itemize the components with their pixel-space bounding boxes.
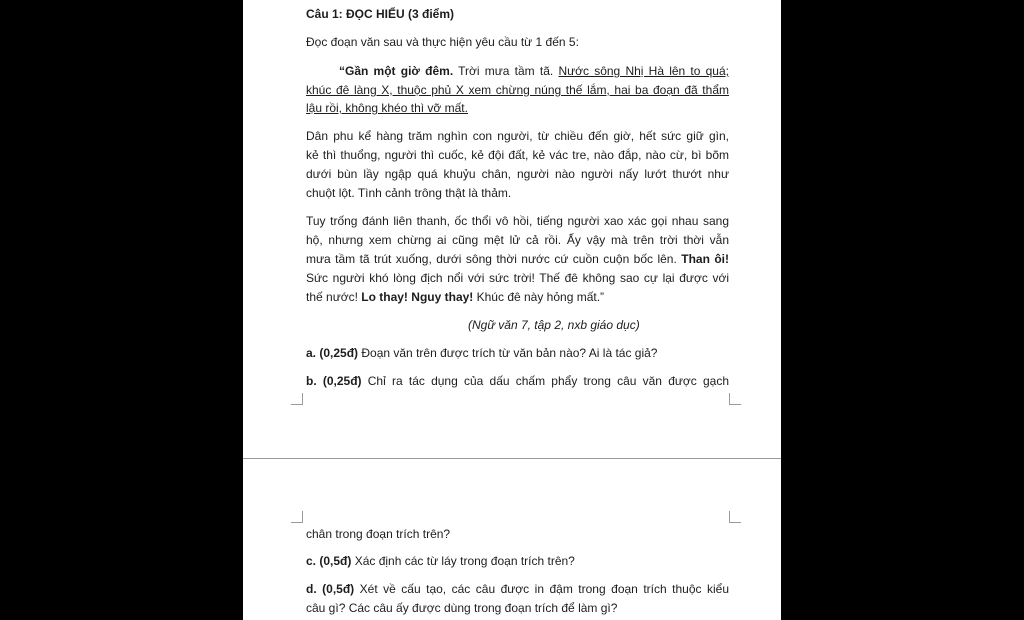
instruction: Đọc đoạn văn sau và thực hiện yêu cầu từ 1 đến 5: [306,35,579,49]
passage-line: chuột lột. Tình cảnh trông thật là thảm. [306,186,512,200]
passage-line: hộ, nhưng xem chừng ai cũng mệt lử cả rồi. Ấy vậy mà trên trời thời vẫn [306,233,729,247]
question-d: d. (0,5đ) Xét về cấu tạo, các câu được in đậm trong đoạn trích thuộc kiểu [306,582,729,596]
passage-line: lậu rồi, không khéo thì vỡ mất. [306,101,468,115]
passage-line: kẻ thì thuổng, người thì cuốc, kẻ đội đất, kẻ vác tre, nào đắp, nào cừ, bì bõm [306,148,729,162]
margin-corner-mark [291,511,303,523]
document-page-2 [243,459,781,620]
passage-line: khúc đê làng X, thuộc phủ X xem chừng núng thế lắm, hai ba đoạn đã thẩm [306,83,729,97]
passage-line: thế nước! Lo thay! Nguy thay! Khúc đê này hỏng mất.” [306,290,605,304]
question-title: Câu 1: ĐỌC HIỂU (3 điểm) [306,7,455,21]
passage-line: Tuy trống đánh liên thanh, ốc thổi vô hồi, tiếng người xao xác gọi nhau sang [306,214,729,228]
question-b: b. (0,25đ) Chỉ ra tác dụng của dấu chấm phẩy trong câu văn được gạch [306,374,729,388]
passage-line: mưa tầm tã trút xuống, dưới sông thời nước cứ cuồn cuộn bốc lên. Than ôi! [306,252,729,266]
question-c: c. (0,5đ) Xác định các từ láy trong đoạn trích trên? [306,554,575,568]
margin-corner-mark [729,511,741,523]
margin-corner-mark [729,393,741,405]
question-a: a. (0,25đ) Đoạn văn trên được trích từ văn bản nào? Ai là tác giả? [306,346,658,360]
passage-line: Sức người khó lòng địch nổi với sức trời! Thế đê không sao cự lại được với [306,271,729,285]
margin-corner-mark [291,393,303,405]
document-page-1 [243,0,781,458]
passage-line: Dân phu kể hàng trăm nghìn con người, từ chiều đến giờ, hết sức giữ gìn, [306,129,729,143]
question-b-continued: chân trong đoạn trích trên? [306,527,451,541]
source-citation: (Ngữ văn 7, tập 2, nxb giáo dục) [468,318,640,332]
passage-line: dưới bùn lầy ngập quá khuỷu chân, người nào người nấy lướt thướt như [306,167,729,181]
question-d-continued: câu gì? Các câu ấy được dùng trong đoạn trích để làm gì? [306,601,618,615]
passage-line: “Gần một giờ đêm. Trời mưa tầm tã. Nước sông Nhị Hà lên to quá; [339,64,729,78]
